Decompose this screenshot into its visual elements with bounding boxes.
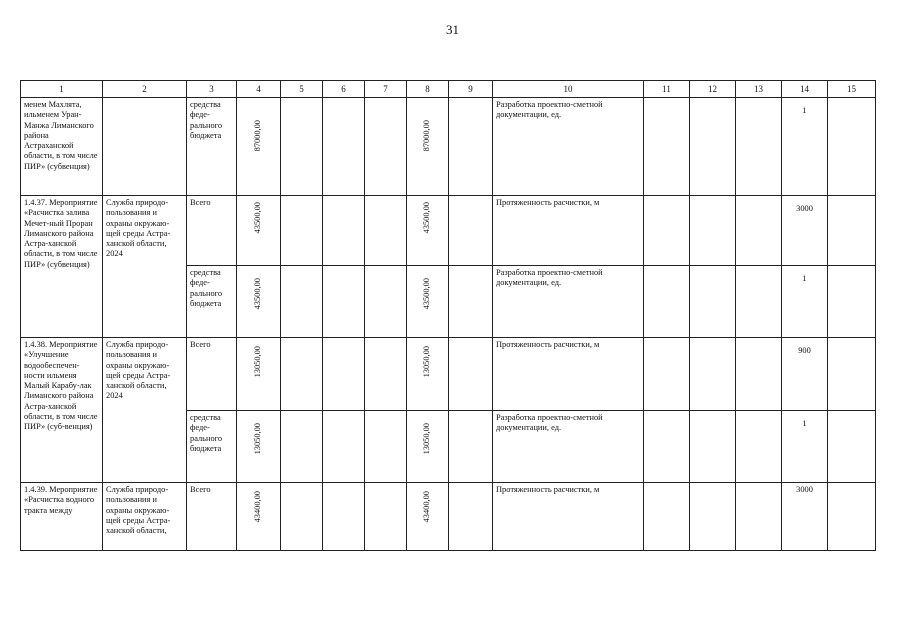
indicator-value-cell	[782, 483, 828, 551]
amount-value: 43500,00	[421, 202, 431, 234]
column-header: 11	[644, 81, 690, 98]
empty-cell	[449, 483, 493, 551]
empty-cell	[281, 196, 323, 266]
empty-cell	[449, 98, 493, 196]
column-number-row	[21, 81, 876, 98]
column-header: 12	[690, 81, 736, 98]
measure-name-cell: 1.4.38. Мероприятие «Улучшение водообеспечен-ности ильменя Малый Карабу-лак Лиманского района Астра-ханской области, в том числе ПИР» (суб-венция)	[21, 338, 103, 483]
amount-value: 43500,00	[252, 278, 262, 310]
column-header: 6	[323, 81, 365, 98]
indicator-value-cell	[782, 196, 828, 266]
indicator-value: 1	[802, 419, 807, 428]
indicator-value-cell	[782, 338, 828, 411]
empty-cell	[281, 411, 323, 483]
empty-cell	[365, 338, 407, 411]
empty-cell	[323, 411, 365, 483]
empty-cell	[736, 411, 782, 483]
indicator-cell: Разработка проектно-сметной документации, ед.	[493, 98, 644, 196]
empty-cell	[365, 98, 407, 196]
empty-cell	[449, 411, 493, 483]
empty-cell	[736, 338, 782, 411]
empty-cell	[690, 338, 736, 411]
measure-name-cell: 1.4.39. Мероприятие «Расчистка водного тракта между	[21, 483, 103, 551]
page-number: 31	[446, 22, 459, 37]
indicator-value-cell	[782, 411, 828, 483]
column-header: 1	[21, 81, 103, 98]
indicator-value: 3000	[796, 485, 813, 494]
amount-value: 43500,00	[421, 278, 431, 310]
empty-cell	[449, 196, 493, 266]
table-row	[21, 483, 876, 551]
empty-cell	[828, 338, 876, 411]
indicator-value: 1	[802, 274, 807, 283]
amount-cell	[407, 196, 449, 266]
amount-value: 43500,00	[252, 202, 262, 234]
indicator-value: 3000	[796, 204, 813, 213]
empty-cell	[644, 98, 690, 196]
amount-value: 87000,00	[252, 120, 262, 152]
empty-cell	[828, 196, 876, 266]
empty-cell	[449, 266, 493, 338]
amount-cell	[407, 483, 449, 551]
column-header: 3	[187, 81, 237, 98]
empty-cell	[323, 483, 365, 551]
empty-cell	[736, 196, 782, 266]
amount-value: 43400,00	[421, 491, 431, 523]
measure-name-cell: 1.4.37. Мероприятие «Расчистка залива Мечет-ный Проран Лиманского района Астра-ханской области, в том числе ПИР» (субвенция)	[21, 196, 103, 338]
column-header: 9	[449, 81, 493, 98]
funding-source-cell: Всего	[187, 483, 237, 551]
column-header: 13	[736, 81, 782, 98]
funding-source-cell: средства феде-рального бюджета	[187, 98, 237, 196]
empty-cell	[323, 266, 365, 338]
indicator-cell: Протяженность расчистки, м	[493, 338, 644, 411]
empty-cell	[690, 483, 736, 551]
measures-table	[20, 80, 876, 551]
amount-cell	[407, 411, 449, 483]
funding-source-cell: средства феде-рального бюджета	[187, 411, 237, 483]
empty-cell	[828, 483, 876, 551]
funding-source-cell: Всего	[187, 338, 237, 411]
amount-cell	[407, 98, 449, 196]
amount-cell	[237, 411, 281, 483]
amount-cell	[237, 266, 281, 338]
empty-cell	[323, 338, 365, 411]
empty-cell	[690, 266, 736, 338]
empty-cell	[323, 196, 365, 266]
empty-cell	[828, 266, 876, 338]
empty-cell	[281, 266, 323, 338]
amount-cell	[237, 338, 281, 411]
column-header: 10	[493, 81, 644, 98]
amount-cell	[237, 196, 281, 266]
empty-cell	[323, 98, 365, 196]
table-row	[21, 338, 876, 411]
amount-cell	[237, 98, 281, 196]
indicator-cell: Разработка проектно-сметной документации, ед.	[493, 411, 644, 483]
column-header: 2	[103, 81, 187, 98]
empty-cell	[365, 266, 407, 338]
amount-cell	[407, 338, 449, 411]
column-header: 4	[237, 81, 281, 98]
amount-value: 13050,00	[421, 346, 431, 378]
funding-source-cell: Всего	[187, 196, 237, 266]
empty-cell	[644, 411, 690, 483]
empty-cell	[644, 266, 690, 338]
column-header: 15	[828, 81, 876, 98]
amount-value: 43400,00	[252, 491, 262, 523]
measure-name-cell: менем Махлята, ильменем Уран-Манжа Лиманского района Астраханской области, в том числе ПИР» (субвенция)	[21, 98, 103, 196]
indicator-value: 1	[802, 106, 807, 115]
amount-value: 87000,00	[421, 120, 431, 152]
executor-cell: Служба природо-пользования и охраны окружаю-щей среды Астра-ханской области, 2024	[103, 196, 187, 338]
column-header: 7	[365, 81, 407, 98]
empty-cell	[365, 196, 407, 266]
empty-cell	[690, 98, 736, 196]
empty-cell	[644, 338, 690, 411]
empty-cell	[644, 483, 690, 551]
empty-cell	[644, 196, 690, 266]
indicator-value-cell	[782, 266, 828, 338]
empty-cell	[690, 196, 736, 266]
amount-value: 13050,00	[421, 423, 431, 455]
empty-cell	[281, 338, 323, 411]
indicator-cell: Протяженность расчистки, м	[493, 483, 644, 551]
amount-cell	[237, 483, 281, 551]
empty-cell	[736, 266, 782, 338]
executor-cell: Служба природо-пользования и охраны окружаю-щей среды Астра-ханской области, 2024	[103, 338, 187, 483]
amount-cell	[407, 266, 449, 338]
empty-cell	[449, 338, 493, 411]
column-header: 14	[782, 81, 828, 98]
indicator-cell: Протяженность расчистки, м	[493, 196, 644, 266]
indicator-value: 900	[798, 346, 811, 355]
empty-cell	[736, 98, 782, 196]
indicator-cell: Разработка проектно-сметной документации, ед.	[493, 266, 644, 338]
empty-cell	[736, 483, 782, 551]
column-header: 5	[281, 81, 323, 98]
empty-cell	[828, 411, 876, 483]
amount-value: 13050,00	[252, 423, 262, 455]
empty-cell	[690, 411, 736, 483]
indicator-value-cell	[782, 98, 828, 196]
funding-source-cell: средства феде-рального бюджета	[187, 266, 237, 338]
amount-value: 13050,00	[252, 346, 262, 378]
empty-cell	[365, 483, 407, 551]
column-header: 8	[407, 81, 449, 98]
empty-cell	[828, 98, 876, 196]
table-row	[21, 98, 876, 196]
empty-cell	[281, 483, 323, 551]
table-row	[21, 196, 876, 266]
empty-cell	[365, 411, 407, 483]
executor-cell: Служба природо-пользования и охраны окружаю-щей среды Астра-ханской области,	[103, 483, 187, 551]
empty-cell	[281, 98, 323, 196]
executor-cell	[103, 98, 187, 196]
